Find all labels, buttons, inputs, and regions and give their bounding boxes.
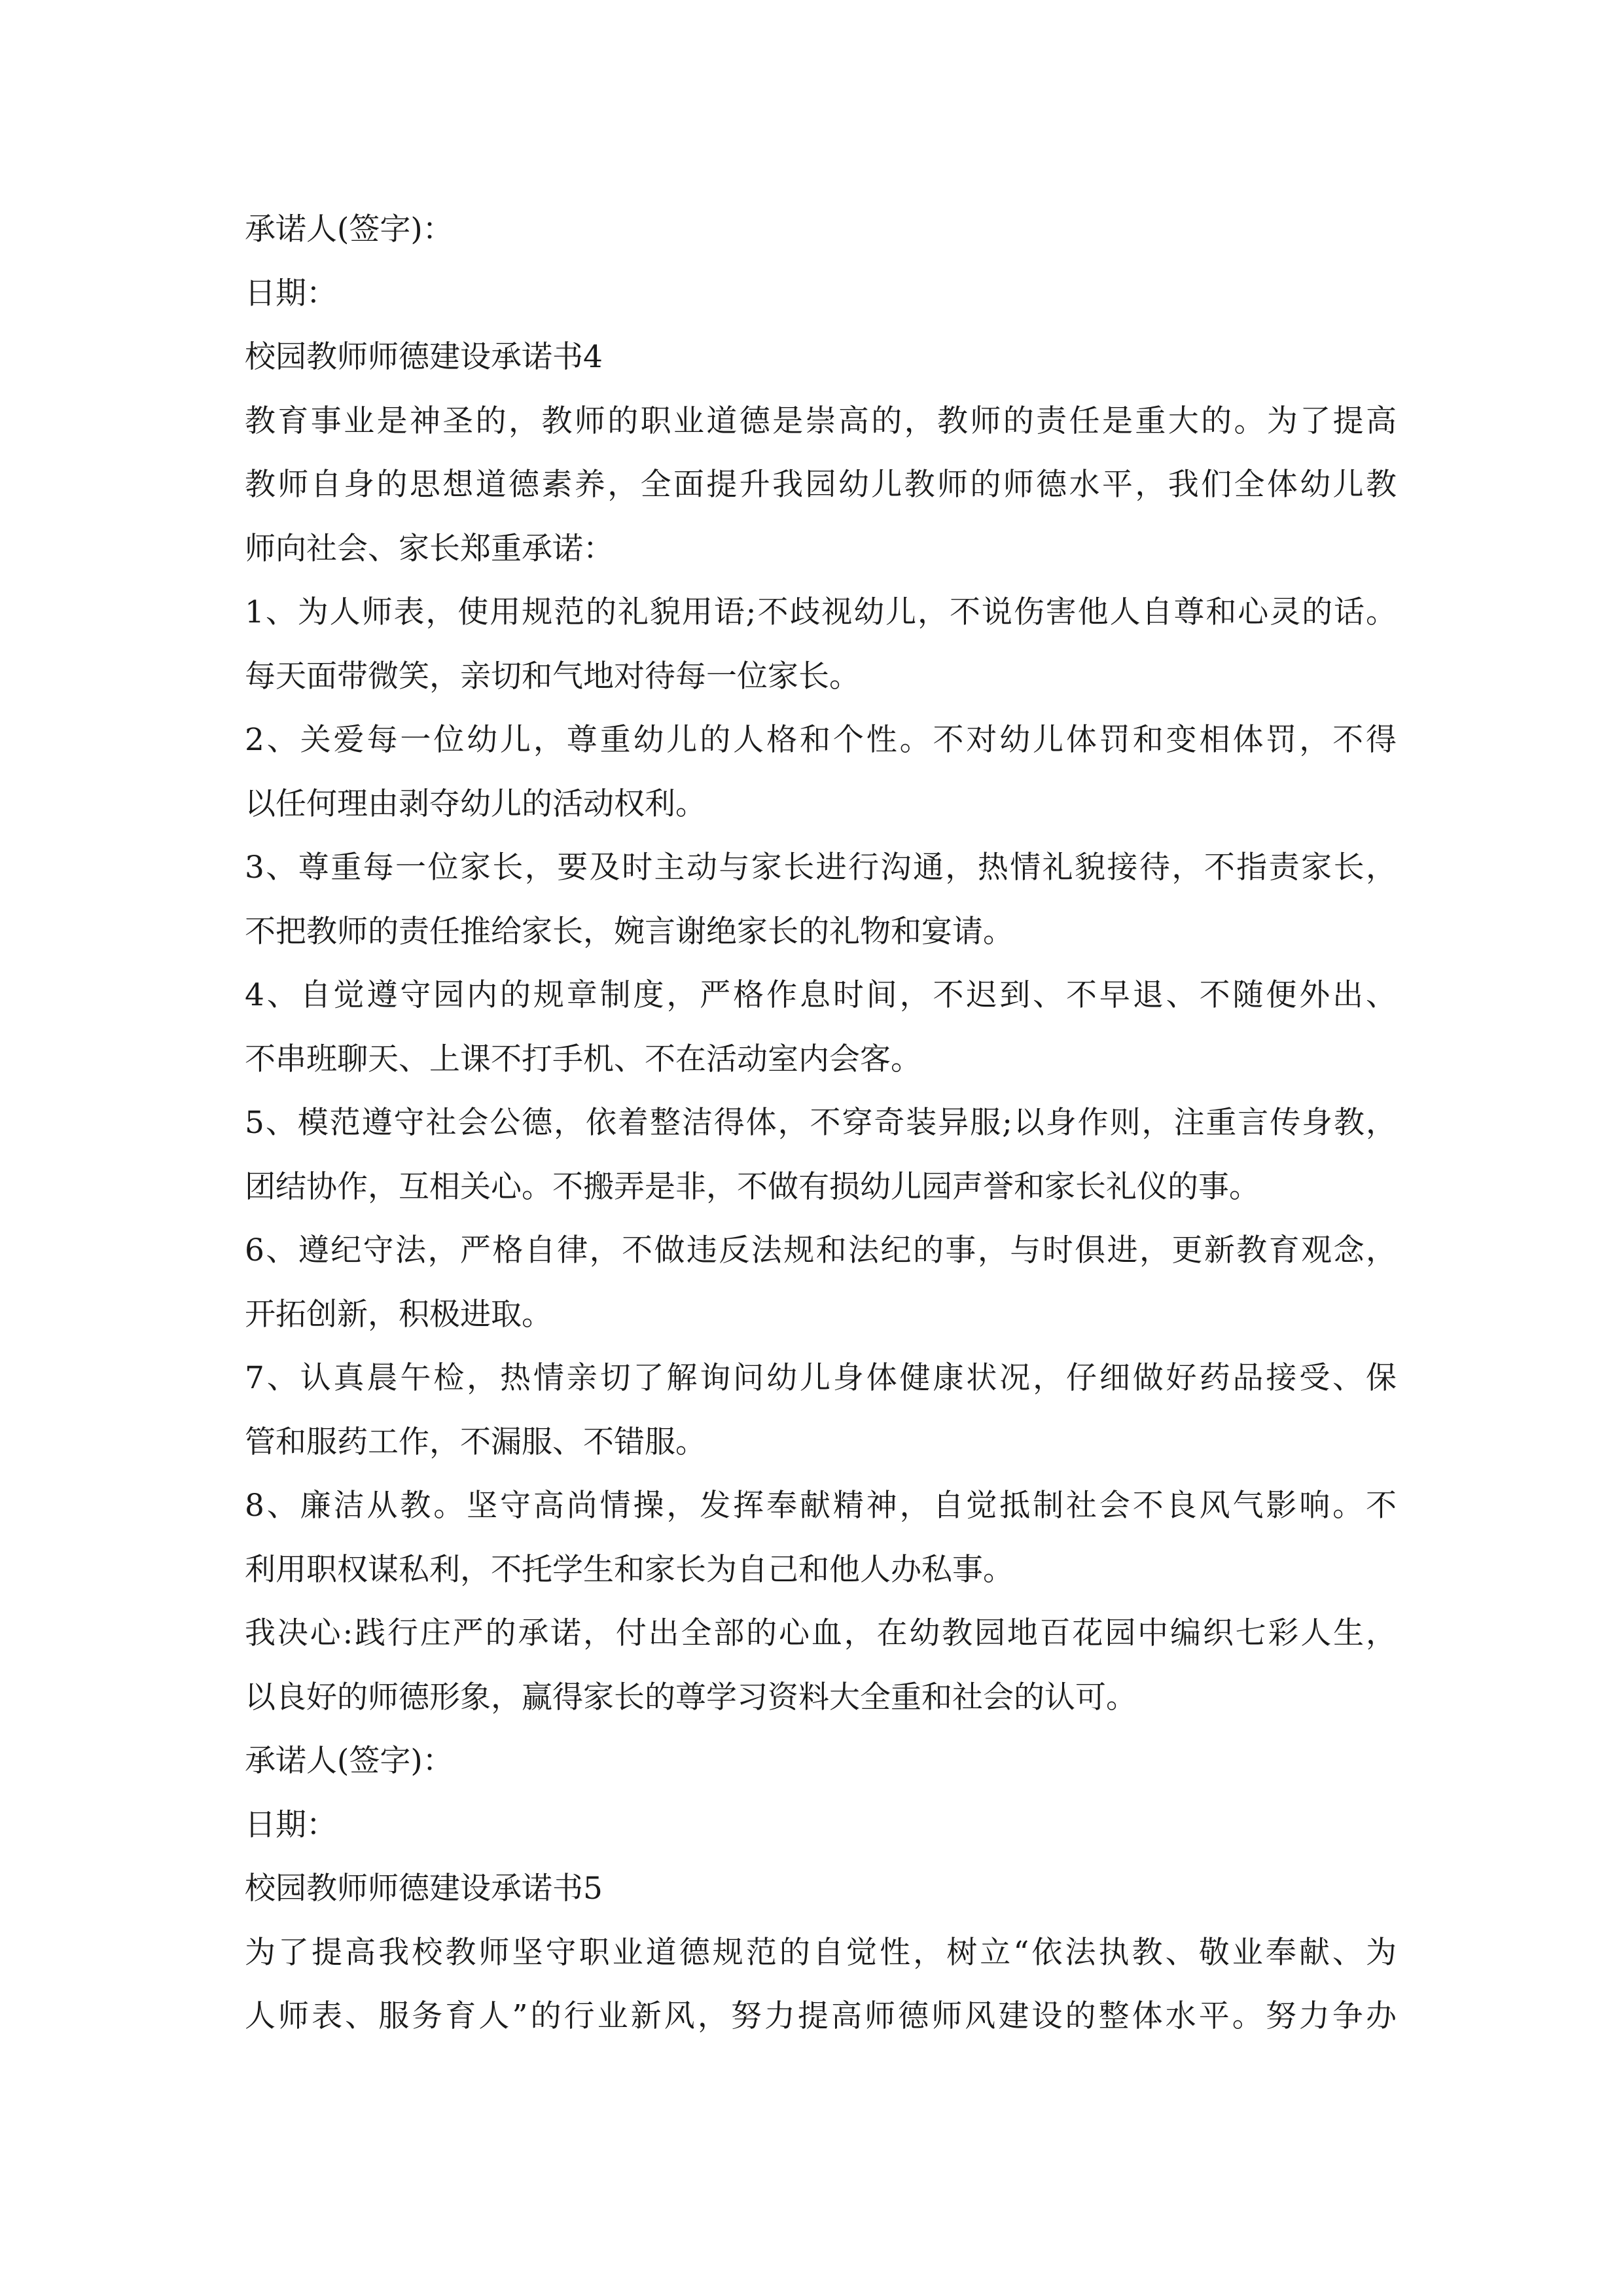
paragraph-line: 管和服药工作，不漏服、不错服。 bbox=[245, 1424, 706, 1460]
paragraph-line: 6、遵纪守法，严格自律，不做违反法规和法纪的事，与时俱进，更新教育观念， bbox=[245, 1232, 1397, 1268]
date-line: 日期： bbox=[245, 275, 337, 312]
paragraph-line: 师向社会、家长郑重承诺： bbox=[245, 530, 614, 567]
paragraph-line: 教师自身的思想道德素养，全面提升我园幼儿教师的师德水平，我们全体幼儿教 bbox=[245, 467, 1397, 503]
signature-line: 承诺人(签字)： bbox=[245, 1743, 454, 1779]
paragraph-line: 开拓创新，积极进取。 bbox=[245, 1296, 552, 1333]
paragraph-line: 每天面带微笑，亲切和气地对待每一位家长。 bbox=[245, 658, 860, 694]
paragraph-line: 2、关爱每一位幼儿，尊重幼儿的人格和个性。不对幼儿体罚和变相体罚，不得 bbox=[245, 722, 1397, 758]
paragraph-line: 人师表、服务育人”的行业新风，努力提高师德师风建设的整体水平。努力争办 bbox=[245, 1998, 1397, 2034]
section-heading: 校园教师师德建设承诺书4 bbox=[245, 339, 603, 375]
paragraph-line: 不把教师的责任推给家长，婉言谢绝家长的礼物和宴请。 bbox=[245, 913, 1014, 950]
document-body bbox=[245, 198, 1397, 2049]
paragraph-line: 我决心:践行庄严的承诺，付出全部的心血，在幼教园地百花园中编织七彩人生， bbox=[245, 1615, 1397, 1651]
paragraph-line: 8、廉洁从教。坚守高尚情操，发挥奉献精神，自觉抵制社会不良风气影响。不 bbox=[245, 1488, 1397, 1524]
paragraph-line: 1、为人师表，使用规范的礼貌用语;不歧视幼儿，不说伤害他人自尊和心灵的话。 bbox=[245, 594, 1397, 630]
paragraph-line: 为了提高我校教师坚守职业道德规范的自觉性，树立“依法执教、敬业奉献、为 bbox=[245, 1934, 1397, 1971]
paragraph-line: 利用职权谋私利，不托学生和家长为自己和他人办私事。 bbox=[245, 1551, 1014, 1588]
section-heading: 校园教师师德建设承诺书5 bbox=[245, 1871, 603, 1907]
paragraph-line: 以任何理由剥夺幼儿的活动权利。 bbox=[245, 785, 706, 822]
paragraph-line: 5、模范遵守社会公德，依着整洁得体，不穿奇装异服;以身作则，注重言传身教， bbox=[245, 1105, 1397, 1141]
paragraph-line: 团结协作，互相关心。不搬弄是非，不做有损幼儿园声誉和家长礼仪的事。 bbox=[245, 1168, 1260, 1205]
paragraph-line: 4、自觉遵守园内的规章制度，严格作息时间，不迟到、不早退、不随便外出、 bbox=[245, 977, 1397, 1013]
paragraph-line: 不串班聊天、上课不打手机、不在活动室内会客。 bbox=[245, 1041, 921, 1077]
paragraph-line: 以良好的师德形象，赢得家长的尊学习资料大全重和社会的认可。 bbox=[245, 1679, 1137, 1715]
date-line: 日期： bbox=[245, 1806, 337, 1843]
paragraph-line: 3、尊重每一位家长，要及时主动与家长进行沟通，热情礼貌接待，不指责家长， bbox=[245, 850, 1397, 886]
signature-line: 承诺人(签字)： bbox=[245, 211, 454, 247]
paragraph-line: 教育事业是神圣的，教师的职业道德是崇高的，教师的责任是重大的。为了提高 bbox=[245, 403, 1397, 439]
paragraph-line: 7、认真晨午检，热情亲切了解询问幼儿身体健康状况，仔细做好药品接受、保 bbox=[245, 1360, 1397, 1396]
